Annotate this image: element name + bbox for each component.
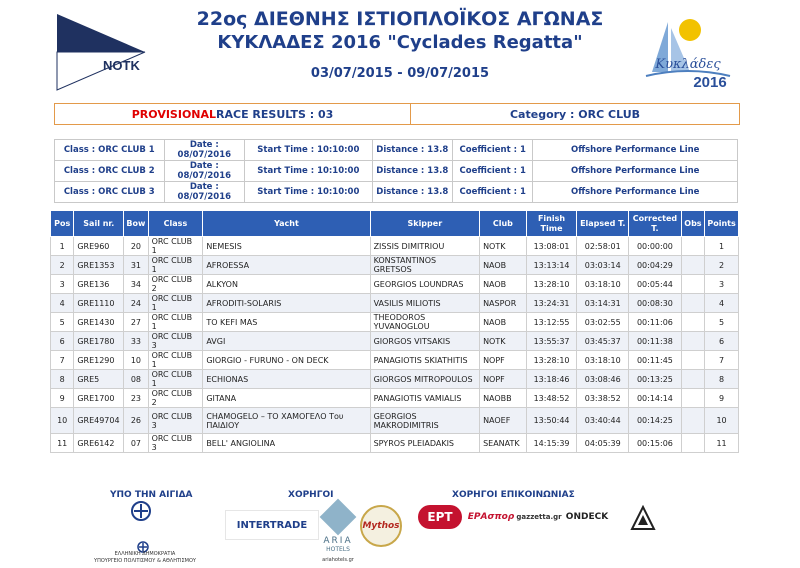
intertrade-logo: INTERTRADE [225,510,319,540]
result-cell: 13:50:44 [526,408,577,434]
result-cell: ORC CLUB 1 [148,256,203,275]
result-cell: NAOBB [480,389,527,408]
results-column-header: Class [148,211,203,237]
result-cell: GRE5 [74,370,124,389]
result-cell: SEANATK [480,434,527,453]
result-cell: 08 [124,370,148,389]
aria-url: ariahotels.gr [322,557,354,563]
result-cell: 10 [705,408,739,434]
result-cell: 23 [124,389,148,408]
result-cell: 03:38:52 [577,389,629,408]
ondeck-logo: ONDECK [565,512,609,522]
gazzetta-logo: gazzetta.gr [516,513,562,521]
result-cell [681,275,704,294]
results-column-header: Skipper [370,211,479,237]
result-cell: 34 [124,275,148,294]
result-cell: 6 [705,332,739,351]
banner-title [55,104,411,124]
result-cell: GIORGOS VITSAKIS [370,332,479,351]
result-cell: GRE49704 [74,408,124,434]
class-info-row [55,140,738,161]
result-cell: 13:55:37 [526,332,577,351]
result-cell: 02:58:01 [577,237,629,256]
result-cell: 03:03:14 [577,256,629,275]
class-info-cell: Start Time : 10:10:00 [245,182,373,203]
result-cell: 5 [705,313,739,332]
result-cell: 00:04:29 [629,256,682,275]
result-cell: GITANA [203,389,370,408]
result-cell: KONSTANTINOS GRETSOS [370,256,479,275]
result-cell: 03:14:31 [577,294,629,313]
result-cell: GIORGOS MITROPOULOS [370,370,479,389]
result-cell: 1 [51,237,74,256]
class-info-cell: Date : 08/07/2016 [164,140,245,161]
result-cell: 03:08:46 [577,370,629,389]
result-cell: 13:24:31 [526,294,577,313]
class-info-row [55,182,738,203]
result-cell: GEORGIOS LOUNDRAS [370,275,479,294]
result-cell [681,370,704,389]
class-info-row [55,161,738,182]
results-column-header: Pos [51,211,74,237]
result-cell: 5 [51,313,74,332]
result-cell: ORC CLUB 1 [148,370,203,389]
result-cell: AVGI [203,332,370,351]
result-cell [681,256,704,275]
result-cell: 07 [124,434,148,453]
results-column-header: Corrected T. [629,211,682,237]
result-cell: NEMESIS [203,237,370,256]
result-row [51,237,739,256]
result-cell: GRE1430 [74,313,124,332]
result-row [51,389,739,408]
result-cell: 00:11:38 [629,332,682,351]
page-title-line1: 22ος ΔΙΕΘΝΗΣ ΙΣΤΙΟΠΛΟΪΚΟΣ ΑΓΩΝΑΣ [196,8,604,30]
result-cell: 14:15:39 [526,434,577,453]
provisional-label: PROVISIONAL [131,107,217,121]
result-cell: AFRODITI-SOLARIS [203,294,370,313]
class-info-cell: Distance : 13.8 [372,182,452,203]
results-column-header: Elapsed T. [577,211,629,237]
result-cell: 26 [124,408,148,434]
class-info-table [54,139,738,203]
result-cell: 20 [124,237,148,256]
result-cell: ZISSIS DIMITRIOU [370,237,479,256]
class-info-cell: Start Time : 10:10:00 [245,161,373,182]
cyclades-logo [638,10,738,92]
cyclades-logo-year: 2016 [693,74,727,91]
result-cell: 00:14:25 [629,408,682,434]
result-cell: 00:00:00 [629,237,682,256]
result-cell: ORC CLUB 2 [148,389,203,408]
class-info-cell: Start Time : 10:10:00 [245,140,373,161]
mythos-logo: Mythos [360,505,402,547]
result-cell: 00:11:45 [629,351,682,370]
result-cell: 10 [51,408,74,434]
class-info-cell: Class : ORC CLUB 2 [55,161,165,182]
result-cell: ORC CLUB 1 [148,351,203,370]
result-cell [681,332,704,351]
event-dates: 03/07/2015 - 09/07/2015 [310,66,490,81]
result-cell: GRE1110 [74,294,124,313]
result-cell: 03:18:10 [577,351,629,370]
result-cell: 9 [51,389,74,408]
results-column-header: Bow [124,211,148,237]
result-cell: GEORGIOS MAKRODIMITRIS [370,408,479,434]
result-cell: THEODOROS YUVANOGLOU [370,313,479,332]
result-row [51,434,739,453]
result-cell: GRE1353 [74,256,124,275]
result-cell: GRE136 [74,275,124,294]
result-cell: NOTK [480,332,527,351]
result-cell: 00:11:06 [629,313,682,332]
class-info-cell: Date : 08/07/2016 [164,161,245,182]
page-title-line2: ΚΥΚΛΑΔΕΣ 2016 "Cyclades Regatta" [217,32,583,53]
result-cell: ALKYON [203,275,370,294]
class-info-cell: Coefficient : 1 [452,140,533,161]
class-info-cell: Class : ORC CLUB 3 [55,182,165,203]
result-cell: 7 [51,351,74,370]
results-column-header: Club [480,211,527,237]
result-cell: CHAMOGELO – ΤΟ ΧΑΜΟΓΕΛΟ Του ΠΑΙΔΙΟΥ [203,408,370,434]
class-info-cell: Offshore Performance Line [533,161,738,182]
class-info-cell: Date : 08/07/2016 [164,182,245,203]
result-cell: 2 [51,256,74,275]
class-info-cell: Distance : 13.8 [372,161,452,182]
result-cell: TO KEFI MAS [203,313,370,332]
result-cell: 03:02:55 [577,313,629,332]
results-column-header: Sail nr. [74,211,124,237]
result-cell: 00:15:06 [629,434,682,453]
result-cell: 00:08:30 [629,294,682,313]
result-cell: 2 [705,256,739,275]
result-cell: 03:40:44 [577,408,629,434]
class-info-cell: Class : ORC CLUB 1 [55,140,165,161]
patronage-ministry: ΥΠΟΥΡΓΕΙΟ ΠΟΛΙΤΙΣΜΟΥ & ΑΘΛΗΤΙΣΜΟΥ [94,558,196,564]
result-cell: ORC CLUB 2 [148,275,203,294]
results-banner [54,103,740,125]
result-cell: GRE6142 [74,434,124,453]
class-info-cell: Offshore Performance Line [533,182,738,203]
results-column-header: Finish Time [526,211,577,237]
ert-logo: ΕΡΤ [418,505,462,529]
result-cell: 33 [124,332,148,351]
result-cell: 24 [124,294,148,313]
result-cell: 4 [705,294,739,313]
notk-logo-text: NOTK [103,58,140,73]
erasport-logo: ΕΡΑσπορ [467,512,515,522]
aria-logo-subtext: HOTELS [326,546,350,553]
result-cell: 13:08:01 [526,237,577,256]
result-cell: 00:05:44 [629,275,682,294]
result-cell: 10 [124,351,148,370]
class-info-cell: Offshore Performance Line [533,140,738,161]
result-cell: 8 [51,370,74,389]
result-cell: 3 [51,275,74,294]
results-column-header: Obs [681,211,704,237]
results-header-row [51,211,739,237]
result-cell: ORC CLUB 1 [148,294,203,313]
result-row [51,370,739,389]
result-cell: NASPOR [480,294,527,313]
sponsors-title: ΧΟΡΗΓΟΙ [288,490,334,500]
result-cell: 04:05:39 [577,434,629,453]
class-info-cell: Distance : 13.8 [372,140,452,161]
result-cell: 1 [705,237,739,256]
aria-hotels-logo [318,498,358,568]
result-cell: GRE960 [74,237,124,256]
result-cell: 3 [705,275,739,294]
greek-emblem-icon [130,500,152,522]
patronage-org: ΕΛΛΗΝΙΚΗ ΔΗΜΟΚΡΑΤΙΑ [114,551,176,557]
result-cell: 13:28:10 [526,275,577,294]
result-cell: GRE1290 [74,351,124,370]
result-cell: 31 [124,256,148,275]
result-cell: NOPF [480,370,527,389]
result-cell: ORC CLUB 3 [148,332,203,351]
result-cell: 13:48:52 [526,389,577,408]
result-cell: NAOEF [480,408,527,434]
class-info-cell: Coefficient : 1 [452,182,533,203]
result-row [51,332,739,351]
greek-emblem-small-icon [137,538,149,550]
result-cell: 03:45:37 [577,332,629,351]
result-cell: NAOB [480,256,527,275]
result-cell: ECHIONAS [203,370,370,389]
result-cell [681,237,704,256]
result-cell: 00:14:14 [629,389,682,408]
result-cell: ORC CLUB 1 [148,237,203,256]
result-cell: GRE1780 [74,332,124,351]
result-row [51,313,739,332]
result-cell: 00:13:25 [629,370,682,389]
result-cell: ORC CLUB 3 [148,434,203,453]
result-cell [681,351,704,370]
triangle-logo-icon [630,505,656,531]
result-cell: 13:18:46 [526,370,577,389]
result-cell: 13:12:55 [526,313,577,332]
result-cell: 03:18:10 [577,275,629,294]
result-cell: 4 [51,294,74,313]
result-row [51,275,739,294]
result-cell: NOTK [480,237,527,256]
result-cell: 9 [705,389,739,408]
race-results-label: RACE RESULTS : 03 [216,107,334,121]
result-row [51,294,739,313]
result-cell: ORC CLUB 3 [148,408,203,434]
result-cell: PANAGIOTIS VAMIALIS [370,389,479,408]
result-cell: 13:28:10 [526,351,577,370]
result-cell: ORC CLUB 1 [148,313,203,332]
result-cell: NOPF [480,351,527,370]
cyclades-logo-text: Κυκλάδες [655,57,721,72]
results-column-header: Yacht [203,211,370,237]
result-cell [681,313,704,332]
result-cell [681,434,704,453]
results-table [50,210,739,453]
result-row [51,408,739,434]
result-row [51,351,739,370]
result-cell: SPYROS PLEIADAKIS [370,434,479,453]
result-cell: 8 [705,370,739,389]
result-cell: 6 [51,332,74,351]
patronage-title: ΥΠΟ ΤΗΝ ΑΙΓΙΔΑ [110,490,193,500]
category-label: Category : ORC CLUB [509,107,641,121]
result-cell [681,294,704,313]
result-cell: 11 [705,434,739,453]
result-cell [681,408,704,434]
media-sponsors-title: ΧΟΡΗΓΟΙ ΕΠΙΚΟΙΝΩΝΙΑΣ [452,490,575,500]
result-cell: PANAGIOTIS SKIATHITIS [370,351,479,370]
result-row [51,256,739,275]
result-cell: GRE1700 [74,389,124,408]
result-cell: GIORGIO - FURUNO - ON DECK [203,351,370,370]
class-info-cell: Coefficient : 1 [452,161,533,182]
result-cell: 13:13:14 [526,256,577,275]
aria-logo-text: ARIA [323,536,353,546]
result-cell: 11 [51,434,74,453]
results-column-header: Points [705,211,739,237]
result-cell [681,389,704,408]
result-cell: BELL' ANGIOLINA [203,434,370,453]
result-cell: 27 [124,313,148,332]
result-cell: AFROESSA [203,256,370,275]
result-cell: NAOB [480,275,527,294]
result-cell: 7 [705,351,739,370]
result-cell: VASILIS MILIOTIS [370,294,479,313]
result-cell: NAOB [480,313,527,332]
